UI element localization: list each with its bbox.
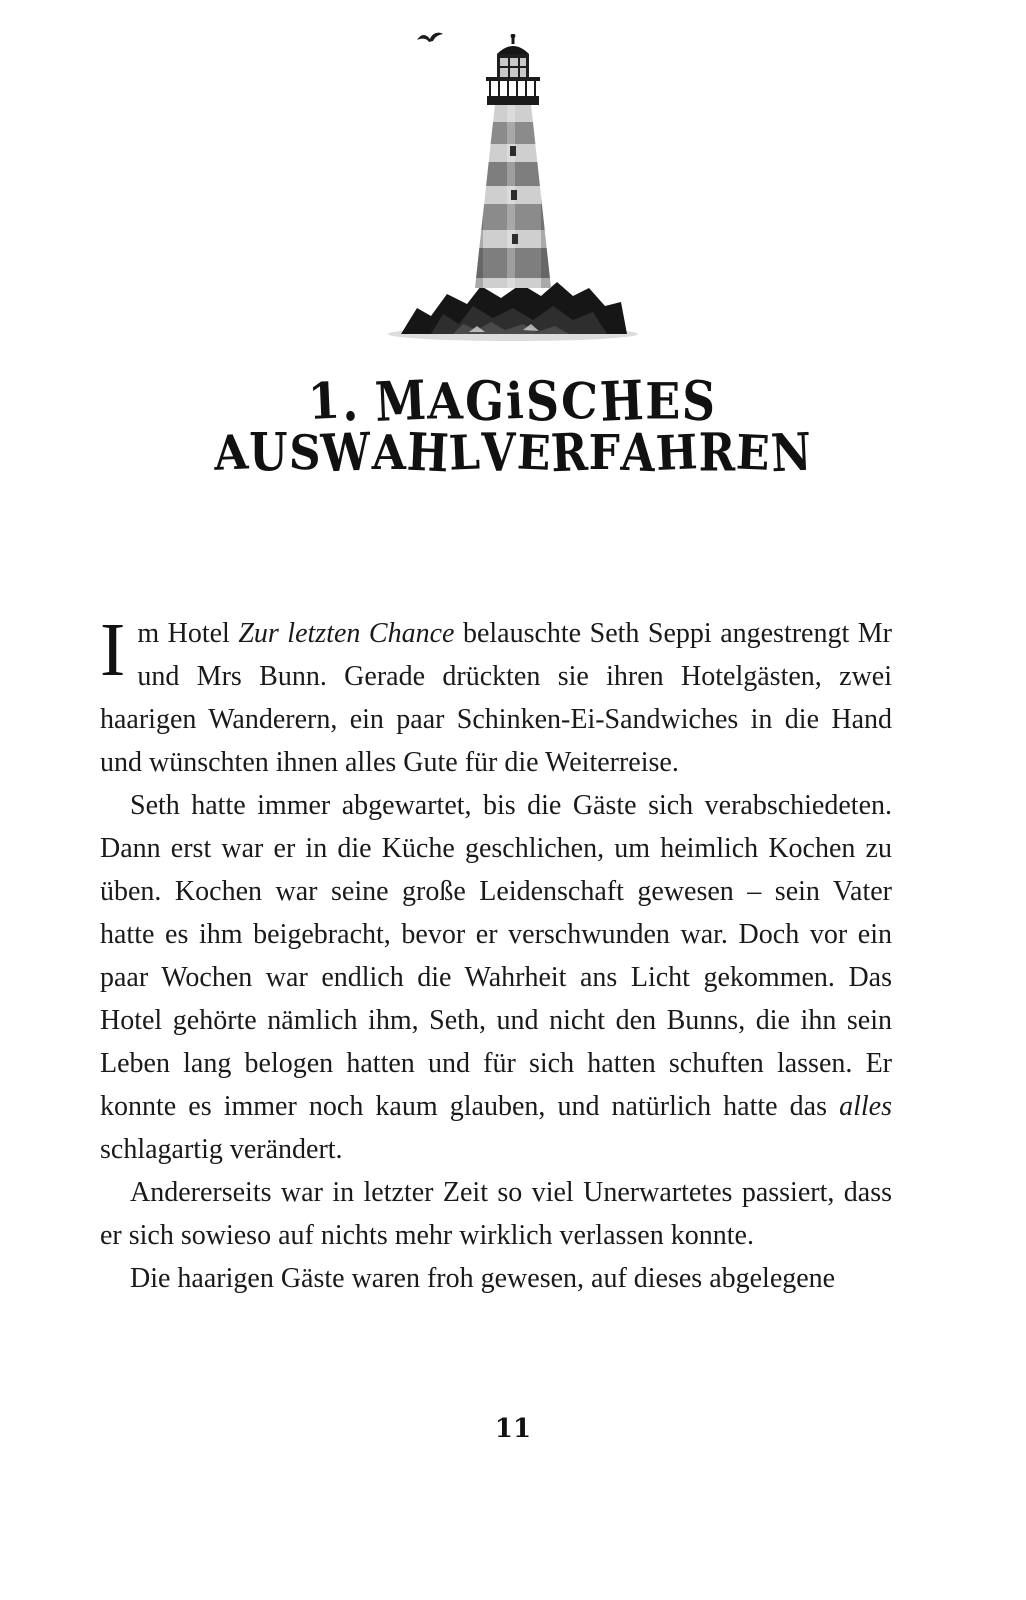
body-text-segment: schlagartig verändert. xyxy=(100,1134,343,1165)
paragraph xyxy=(100,1257,892,1300)
paragraph xyxy=(100,784,892,1171)
italic-text: alles xyxy=(839,1091,892,1122)
body-text-segment: belauschte Seth Seppi angestrengt Mr und Mrs Bunn. Gerade drückten sie ihren Hotelgästen, zwei haarigen Wanderern, ein paar Schinken-Ei-Sandwiches in die Hand und wünschten ihnen alles Gute für die Weiterreise. xyxy=(100,618,892,778)
body-text xyxy=(100,608,892,1300)
body-text-segment: Die haarigen Gäste waren froh gewesen, auf dieses abgelegene xyxy=(130,1263,836,1294)
chapter-title xyxy=(0,367,1026,485)
italic-text: Zur letzten Chance xyxy=(238,618,455,649)
lighthouse-illustration xyxy=(373,34,653,354)
body-text-segment: m Hotel xyxy=(137,618,239,649)
body-text-segment: Seth hatte immer abgewartet, bis die Gäste sich verabschiedeten. Dann erst war er in die Küche geschlichen, um heimlich Kochen zu üben. Kochen war seine große Leidenschaft gewesen – sein Vater hatte es ihm beigebracht, bevor er verschwunden war. Doch vor ein paar Wochen war endlich die Wahrheit ans Licht gekommen. Das Hotel gehörte nämlich ihm, Seth, und nicht den Bunns, die ihn sein Leben lang belogen hatten und für sich hatten schuften lassen. Er konnte es immer noch kaum glauben, und natürlich hatte das xyxy=(100,790,892,1122)
chapter-illustration xyxy=(363,26,663,356)
body-text-segment: Andererseits war in letzter Zeit so viel Unerwartetes passiert, dass er sich sowieso auf nichts mehr wirklich verlassen konnte. xyxy=(100,1177,892,1251)
paragraph xyxy=(100,608,892,784)
page-number: 11 xyxy=(494,1414,532,1444)
chapter-title-line1: 1. MAGiSCHES xyxy=(307,367,719,434)
chapter-title-line2: AUSWAHLVERFAHREN xyxy=(212,422,814,485)
paragraph xyxy=(100,1171,892,1257)
drop-cap: I xyxy=(100,608,126,692)
